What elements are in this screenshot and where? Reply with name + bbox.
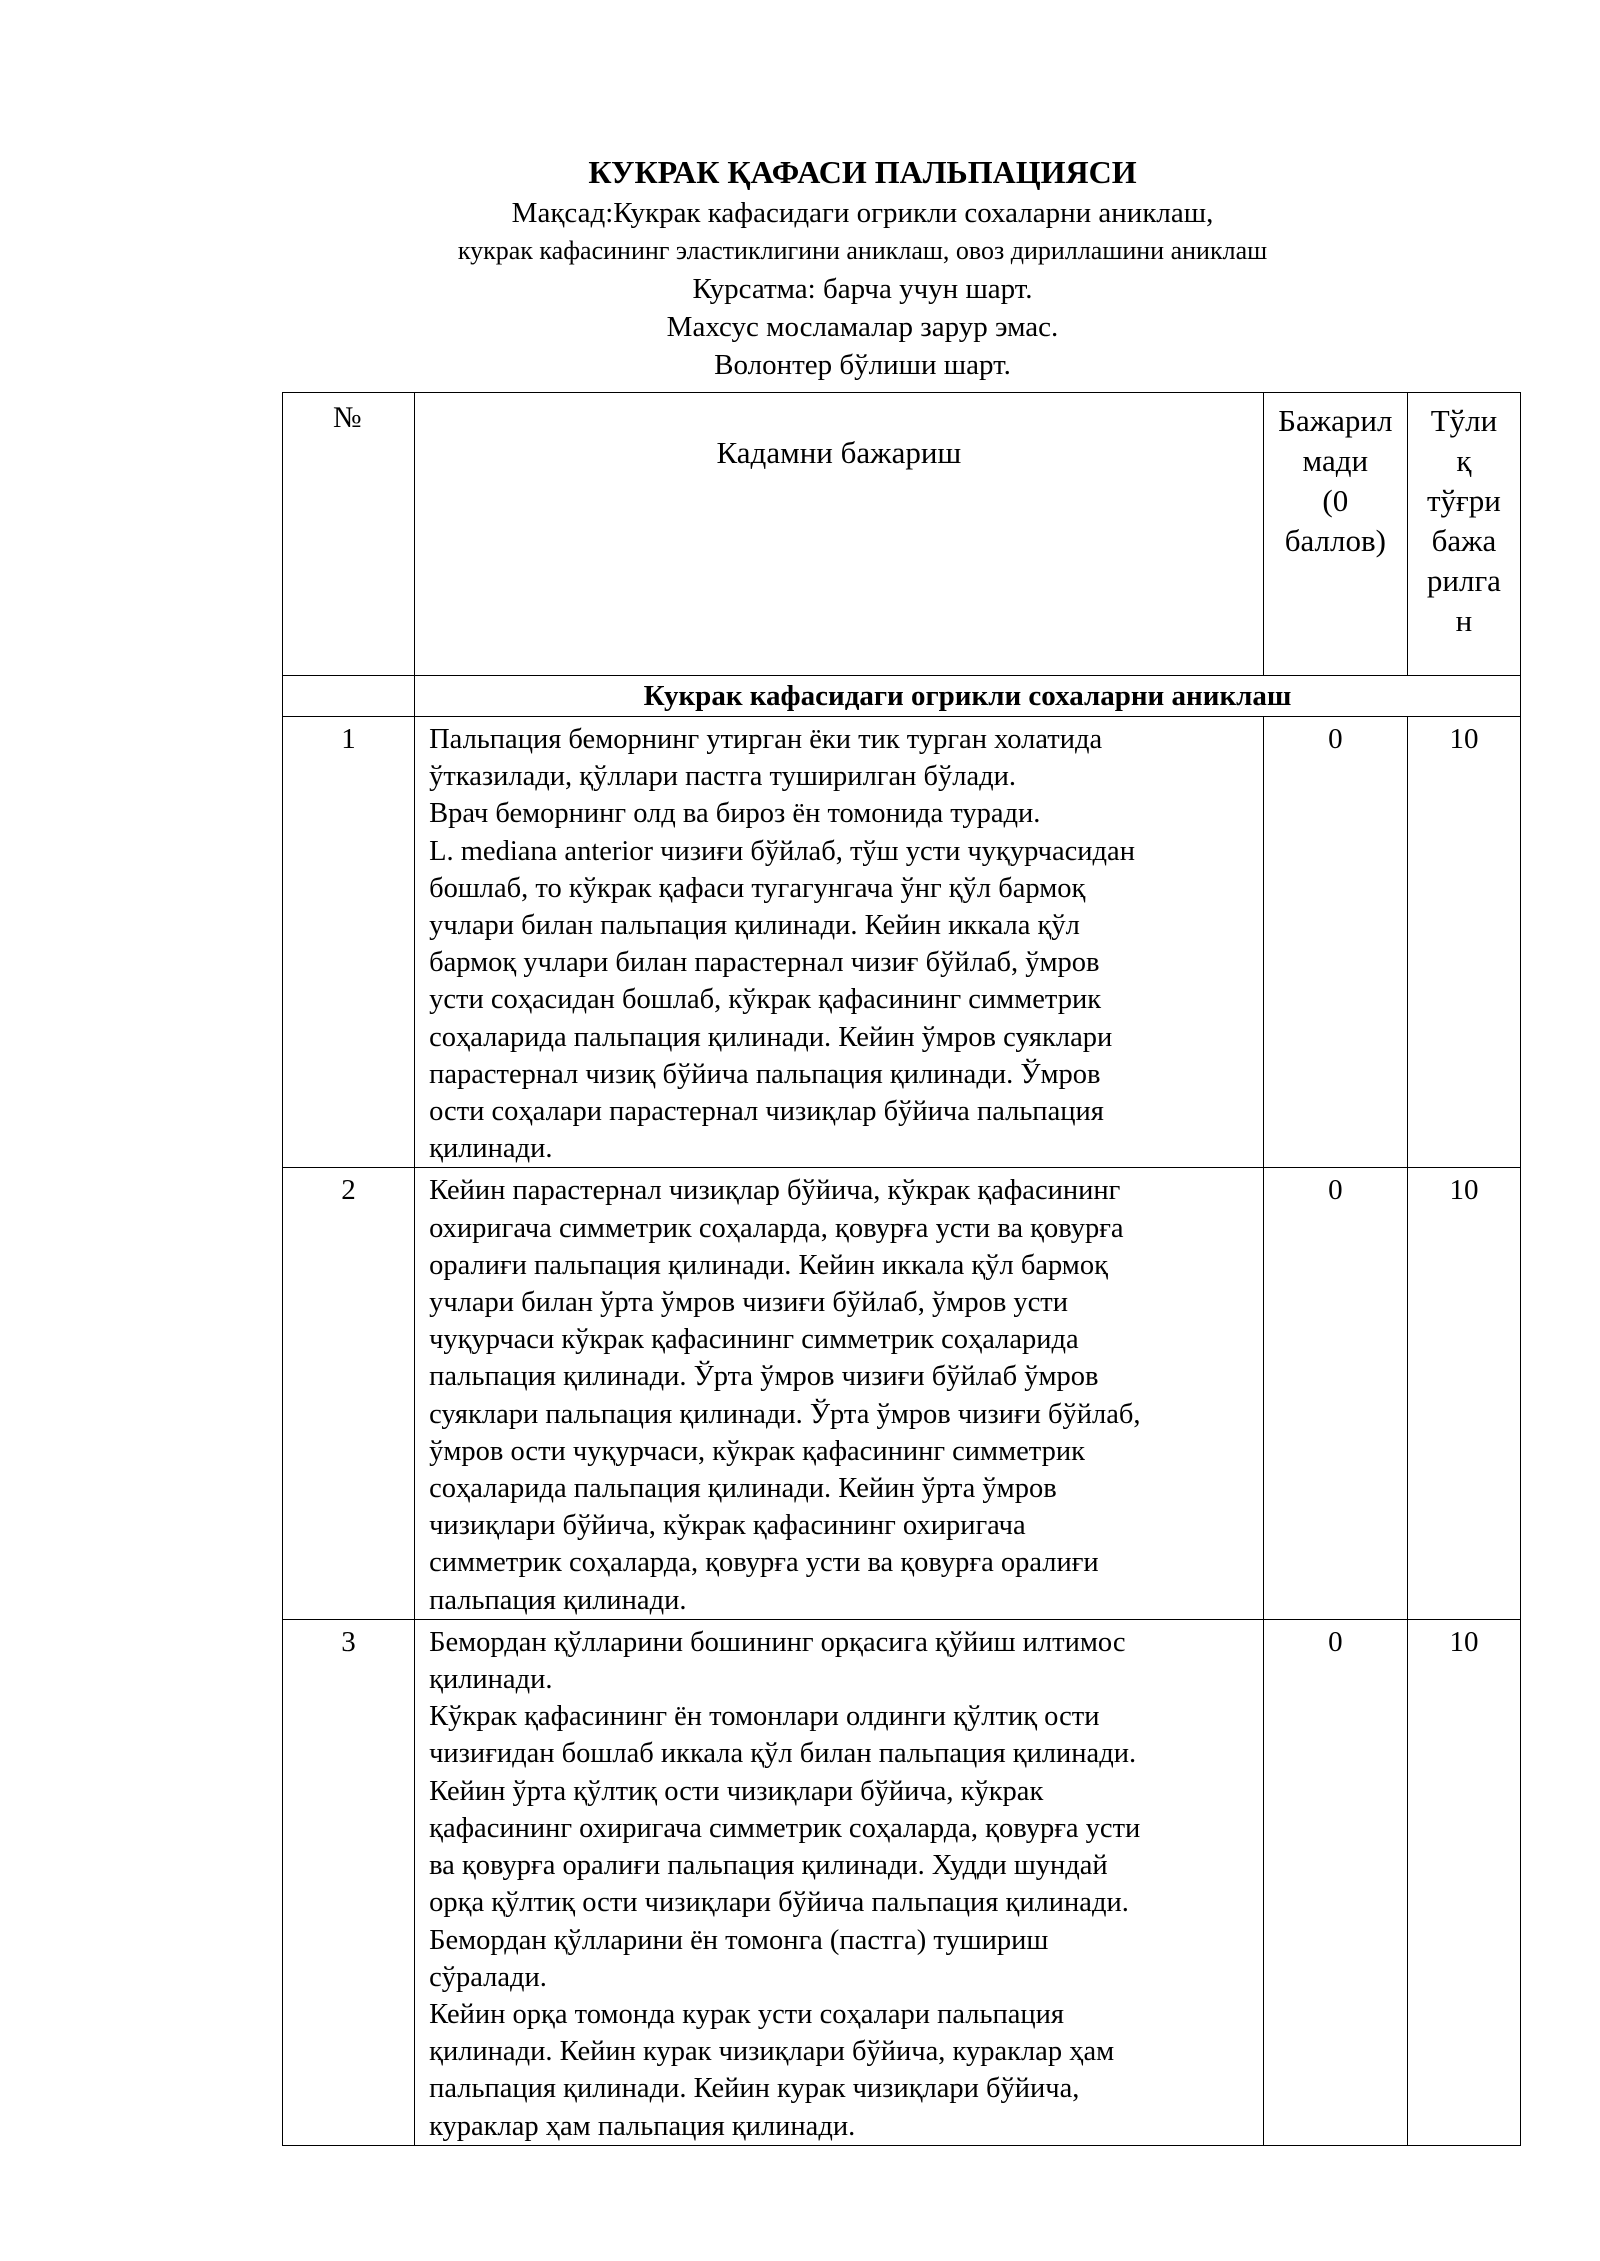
row-number: 1 bbox=[283, 717, 415, 1168]
table-row bbox=[283, 717, 1521, 1168]
row-number: 2 bbox=[283, 1168, 415, 1619]
row-step-text: Кейин парастернал чизиқлар бўйича, кўкрак қафасининг охиригача симметрик соҳаларда, қовурға усти ва қовурға оралиғи пальпация қилинади. Кейин иккала қўл бармоқ учлари билан ўрта ўмров чизиғи бўйлаб, ўмров усти чуқурчаси кўкрак қафасининг симметрик соҳаларида пальпация қилинади. Ўрта ўмров чизиғи бўйлаб ўмров суяклари пальпация қилинади. Ўрта ўмров чизиғи бўйлаб, ўмров ости чуқурчаси, кўкрак қафасининг симметрик соҳаларида пальпация қилинади. Кейин ўрта ўмров чизиқлари бўйича, кўкрак қафасининг охиригача симметрик соҳаларда, қовурға усти ва қовурға оралиғи пальпация қилинади. bbox=[415, 1168, 1264, 1619]
table-header-row bbox=[283, 393, 1521, 676]
indication-line: Курсатма: барча учун шарт. bbox=[692, 273, 1033, 305]
section-title: Кукрак кафасидаги огрикли сохаларни аниклаш bbox=[415, 676, 1521, 717]
document-header bbox=[280, 150, 1445, 384]
header-not-done: Бажарил мади (0 баллов) bbox=[1263, 393, 1407, 676]
equipment-line: Махсус мосламалар зарур эмас. bbox=[666, 311, 1059, 343]
header-step: Кадамни бажариш bbox=[415, 393, 1264, 676]
volunteer-line: Волонтер бўлиши шарт. bbox=[714, 349, 1011, 381]
purpose-line-2: кукрак кафасининг эластиклигини аниклаш, овоз дириллашини аниклаш bbox=[457, 236, 1268, 265]
table-row bbox=[283, 1619, 1521, 2145]
document-title: КУКРАК ҚАФАСИ ПАЛЬПАЦИЯСИ bbox=[588, 154, 1137, 190]
row-full-score: 10 bbox=[1407, 717, 1520, 1168]
row-full-score: 10 bbox=[1407, 1619, 1520, 2145]
section-row bbox=[283, 676, 1521, 717]
row-step-text: Бемордан қўлларини бошининг орқасига қўйиш илтимос қилинади. Кўкрак қафасининг ён томонлари олдинги қўлтиқ ости чизиғидан бошлаб иккала қўл билан пальпация қилинади. Кейин ўрта қўлтиқ ости чизиқлари бўйича, кўкрак қафасининг охиригача симметрик соҳаларда, қовурға усти ва қовурға оралиғи пальпация қилинади. Худди шундай орқа қўлтиқ ости чизиқлари бўйича пальпация қилинади. Бемордан қўлларини ён томонга (пастга) тушириш сўралади. Кейин орқа томонда курак усти соҳалари пальпация қилинади. Кейин курак чизиқлари бўйича, кураклар ҳам пальпация қилинади. Кейин курак чизиқлари бўйича, кураклар ҳам пальпация қилинади. bbox=[415, 1619, 1264, 2145]
row-not-done-score: 0 bbox=[1263, 717, 1407, 1168]
table-row bbox=[283, 1168, 1521, 1619]
row-full-score: 10 bbox=[1407, 1168, 1520, 1619]
row-not-done-score: 0 bbox=[1263, 1168, 1407, 1619]
header-full-score: Тўли қ тўғри бажа рилга н bbox=[1407, 393, 1520, 676]
header-number: № bbox=[283, 393, 415, 676]
row-step-text: Пальпация беморнинг утирган ёки тик турган холатида ўтказилади, қўллари пастга туширилган бўлади. Врач беморнинг олд ва бироз ён томонида туради. L. mediana anterior чизиғи бўйлаб, тўш усти чуқурчасидан бошлаб, то кўкрак қафаси тугагунгача ўнг қўл бармоқ учлари билан пальпация қилинади. Кейин иккала қўл бармоқ учлари билан парастернал чизиғ бўйлаб, ўмров усти соҳасидан бошлаб, кўкрак қафасининг симметрик соҳаларида пальпация қилинади. Кейин ўмров суяклари парастернал чизиқ бўйича пальпация қилинади. Ўмров ости соҳалари парастернал чизиқлар бўйича пальпация қилинади. bbox=[415, 717, 1264, 1168]
purpose-line-1: Мақсад:Кукрак кафасидаги огрикли сохаларни аниклаш, bbox=[511, 197, 1214, 229]
row-number: 3 bbox=[283, 1619, 415, 2145]
section-empty-cell bbox=[283, 676, 415, 717]
steps-table bbox=[282, 392, 1521, 2146]
row-not-done-score: 0 bbox=[1263, 1619, 1407, 2145]
